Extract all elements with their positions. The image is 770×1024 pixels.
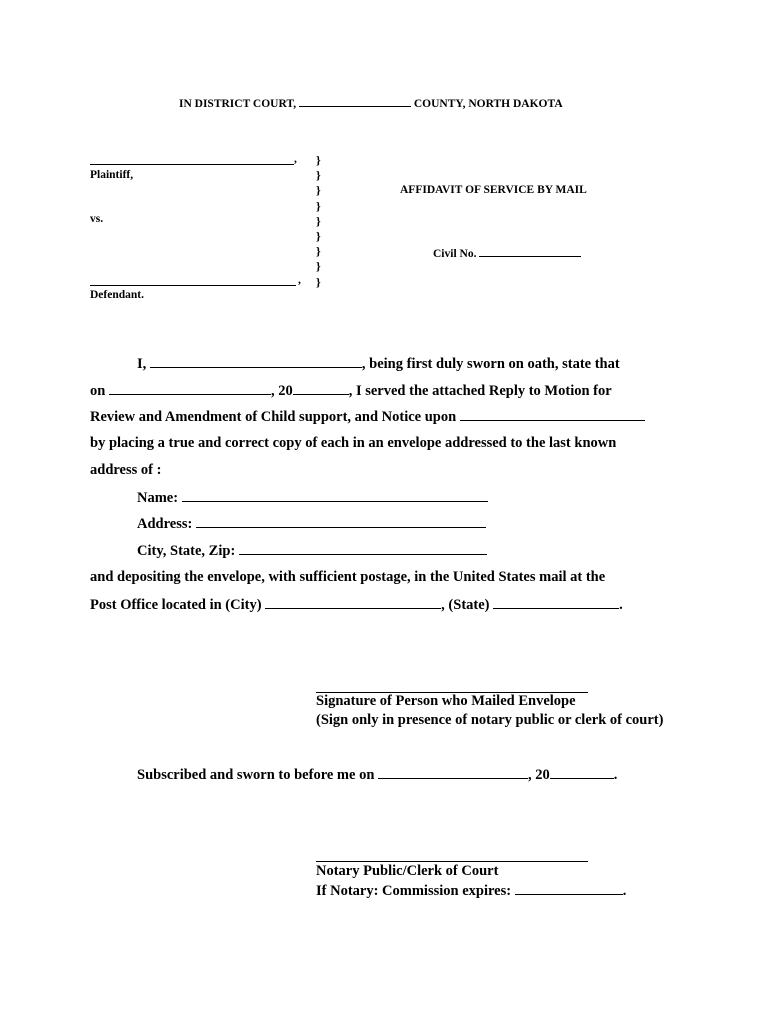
service-date-blank[interactable]	[109, 382, 271, 395]
address-label: Address:	[137, 516, 193, 532]
recipient-city-blank[interactable]	[239, 542, 487, 555]
plaintiff-label: Plaintiff,	[90, 169, 134, 181]
document-title: AFFIDAVIT OF SERVICE BY MAIL	[400, 184, 587, 196]
civil-no-label: Civil No.	[433, 248, 477, 260]
commission-label: If Notary: Commission expires:	[316, 883, 512, 899]
commission-expires-blank[interactable]	[515, 882, 623, 895]
city-row	[137, 542, 487, 560]
commission-period: .	[622, 883, 627, 899]
body-line-6: and depositing the envelope, with sufficient postage, in the United States mail at the	[90, 569, 606, 585]
body-l3: Review and Amendment of Child support, and Notice upon	[90, 409, 457, 425]
brace: }	[316, 183, 321, 198]
body-line-7	[90, 596, 623, 614]
sworn-date-blank[interactable]	[378, 766, 528, 779]
body-l2-b: , 20	[270, 383, 293, 399]
body-l7-a: Post Office located in (City)	[90, 597, 262, 613]
court-header-suffix: COUNTY, NORTH DAKOTA	[413, 98, 563, 110]
body-l7-b: , (State)	[441, 597, 490, 613]
recipient-name-blank[interactable]	[182, 489, 488, 502]
sworn-year-blank[interactable]	[550, 766, 614, 779]
brace: }	[316, 168, 321, 183]
service-year-blank[interactable]	[293, 382, 349, 395]
name-label: Name:	[137, 490, 179, 506]
post-office-state-blank[interactable]	[493, 596, 619, 609]
body-l2-c: , I served the attached Reply to Motion for	[348, 383, 612, 399]
civil-no-blank[interactable]	[479, 244, 581, 257]
post-office-city-blank[interactable]	[265, 596, 441, 609]
brace: }	[316, 259, 321, 274]
affiant-name-blank[interactable]	[150, 355, 362, 368]
subscribed-text-b: , 20	[528, 767, 550, 783]
name-row	[137, 489, 488, 507]
brace: }	[316, 213, 321, 228]
subscribed-text-c: .	[613, 767, 618, 783]
recipient-address-blank[interactable]	[196, 515, 486, 528]
brace: }	[316, 198, 321, 213]
plaintiff-name-line[interactable]	[90, 164, 294, 165]
plaintiff-comma: ,	[294, 153, 297, 165]
body-l7-c: .	[619, 597, 623, 613]
body-line-3	[90, 408, 645, 426]
brace: }	[316, 153, 321, 167]
defendant-label: Defendant.	[90, 289, 144, 301]
brace: }	[316, 244, 321, 259]
notary-signature-line[interactable]	[316, 861, 588, 862]
notary-commission	[316, 882, 626, 900]
body-line-2	[90, 382, 612, 400]
court-header	[179, 94, 563, 110]
subscribed-line	[137, 766, 617, 784]
served-party-blank[interactable]	[460, 408, 645, 421]
signature-instruction: (Sign only in presence of notary public or clerk of court)	[316, 712, 664, 728]
defendant-name-line[interactable]	[90, 285, 296, 286]
defendant-comma: ,	[298, 274, 301, 286]
subscribed-text-a: Subscribed and sworn to before me on	[137, 767, 375, 783]
brace: }	[316, 274, 321, 289]
city-label: City, State, Zip:	[137, 543, 236, 559]
signature-caption: Signature of Person who Mailed Envelope	[316, 693, 576, 709]
caption-brace-column	[316, 153, 321, 290]
address-row	[137, 515, 486, 533]
civil-no	[433, 244, 581, 260]
body-line-4: by placing a true and correct copy of each in an envelope addressed to the last known	[90, 435, 617, 451]
body-line-1	[137, 355, 620, 373]
notary-caption: Notary Public/Clerk of Court	[316, 863, 499, 879]
body-l2-a: on	[90, 383, 106, 399]
body-l1-a: I,	[137, 356, 147, 372]
body-line-5: address of :	[90, 462, 162, 478]
court-header-prefix: IN DISTRICT COURT,	[179, 98, 297, 110]
county-blank[interactable]	[299, 94, 411, 107]
brace: }	[316, 229, 321, 244]
vs-label: vs.	[90, 213, 104, 225]
body-l1-b: , being first duly sworn on oath, state that	[361, 356, 620, 372]
